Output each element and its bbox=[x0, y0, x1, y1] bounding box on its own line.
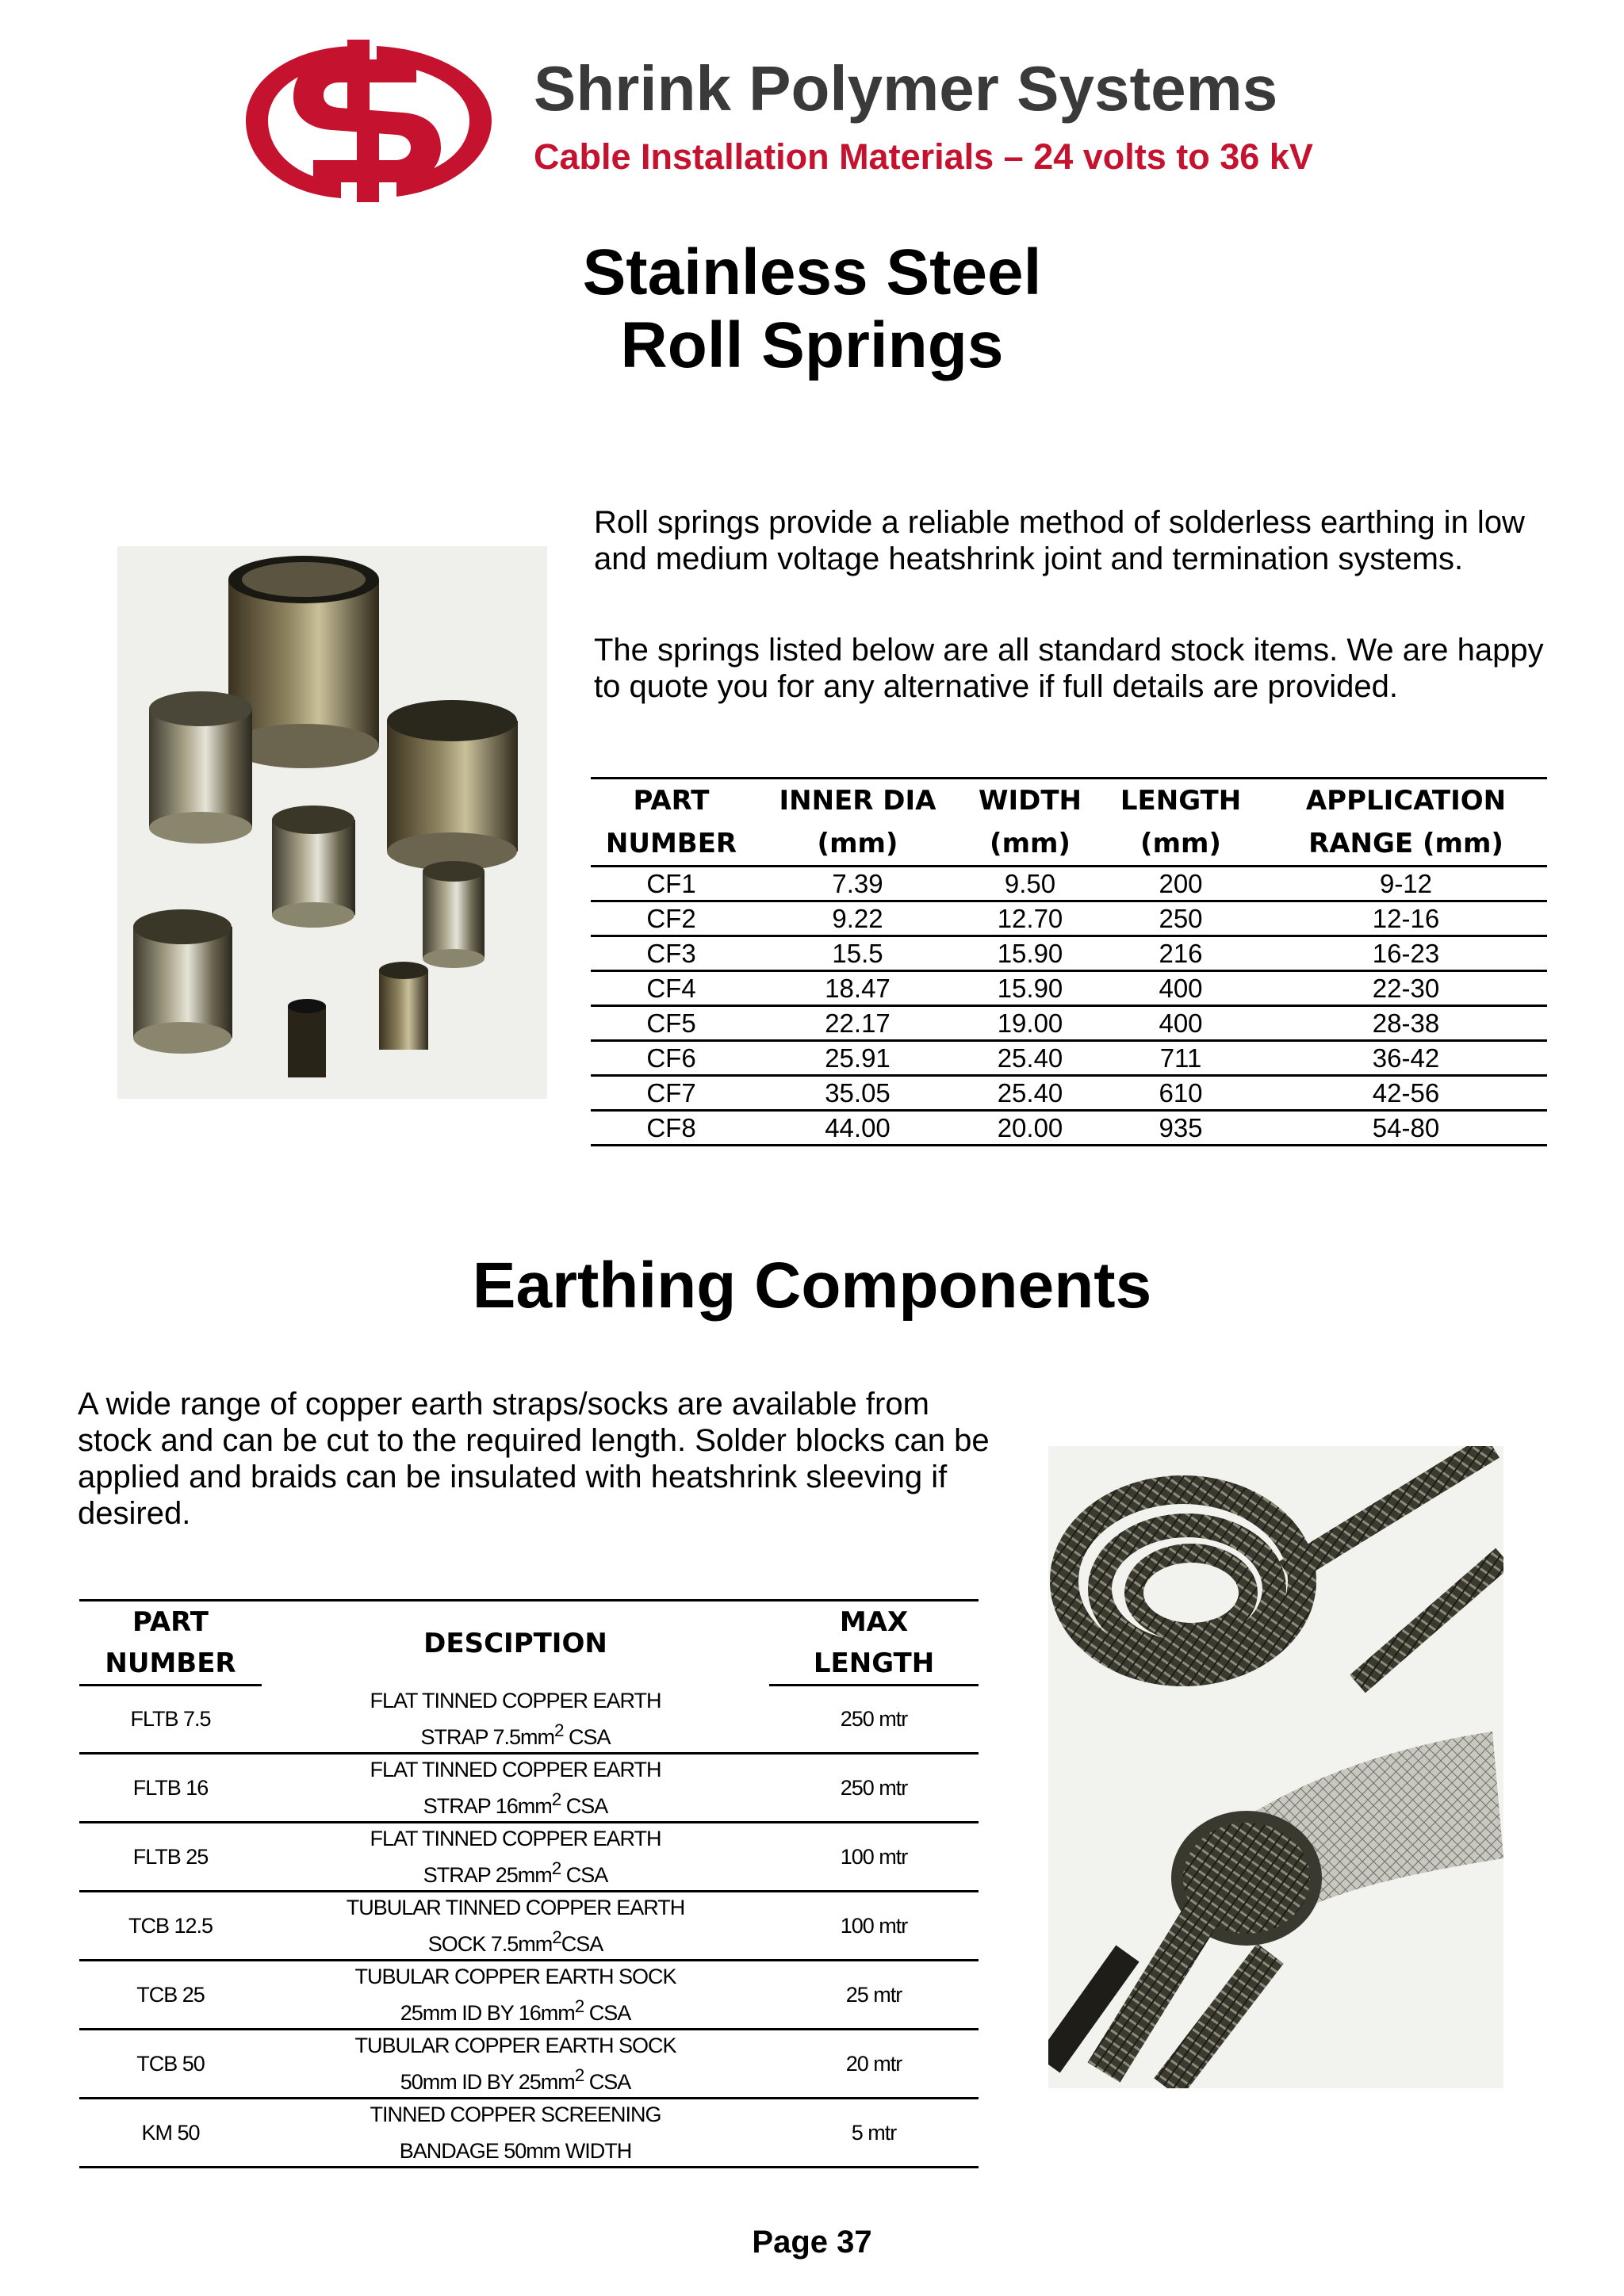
application-range: 9-12 bbox=[1265, 867, 1547, 901]
header-inner-dia: INNER DIA bbox=[752, 779, 963, 823]
superscript: 2 bbox=[554, 1720, 564, 1740]
width: 12.70 bbox=[963, 901, 1097, 936]
description-text: SOCK 7.5mm bbox=[427, 1931, 553, 1956]
inner-dia: 7.39 bbox=[752, 867, 963, 901]
part-number: TCB 50 bbox=[79, 2029, 262, 2098]
application-range: 42-56 bbox=[1265, 1076, 1547, 1111]
description-line2 bbox=[262, 2061, 769, 2097]
description-line2 bbox=[262, 1785, 769, 1821]
description-suffix: CSA bbox=[561, 1862, 608, 1887]
description-line2 bbox=[262, 1992, 769, 2028]
description-line2 bbox=[262, 2130, 769, 2166]
description-suffix: CSA bbox=[584, 2069, 631, 2094]
table-header-row bbox=[79, 1601, 979, 1644]
length: 200 bbox=[1097, 867, 1265, 901]
width: 25.40 bbox=[963, 1076, 1097, 1111]
part-number: CF6 bbox=[591, 1041, 752, 1076]
part-number: FLTB 16 bbox=[79, 1753, 262, 1822]
header-inner-dia-unit: (mm) bbox=[752, 822, 963, 867]
application-range: 12-16 bbox=[1265, 901, 1547, 936]
description-text: 50mm ID BY 25mm bbox=[400, 2069, 575, 2094]
superscript: 2 bbox=[552, 1927, 561, 1947]
length: 711 bbox=[1097, 1041, 1265, 1076]
roll-springs-title-line1: Stainless Steel bbox=[582, 236, 1042, 308]
description-line1: TUBULAR COPPER EARTH SOCK bbox=[354, 1964, 676, 1988]
description-line1: FLAT TINNED COPPER EARTH bbox=[370, 1688, 661, 1712]
width: 9.50 bbox=[963, 867, 1097, 901]
max-length: 100 mtr bbox=[769, 1822, 979, 1891]
description-text: BANDAGE 50mm WIDTH bbox=[399, 2138, 632, 2163]
max-length: 20 mtr bbox=[769, 2029, 979, 2098]
part-number: CF7 bbox=[591, 1076, 752, 1111]
length: 216 bbox=[1097, 936, 1265, 971]
inner-dia: 25.91 bbox=[752, 1041, 963, 1076]
inner-dia: 18.47 bbox=[752, 971, 963, 1006]
roll-springs-image bbox=[117, 546, 547, 1099]
description-suffix: CSA bbox=[561, 1931, 603, 1956]
table-row bbox=[79, 1891, 979, 1960]
description-line1: FLAT TINNED COPPER EARTH bbox=[370, 1826, 661, 1850]
part-number: CF4 bbox=[591, 971, 752, 1006]
application-range: 22-30 bbox=[1265, 971, 1547, 1006]
part-number: CF5 bbox=[591, 1006, 752, 1041]
description-line1: TINNED COPPER SCREENING bbox=[370, 2102, 661, 2126]
header-part-unit: NUMBER bbox=[591, 822, 752, 867]
description-line1: FLAT TINNED COPPER EARTH bbox=[370, 1757, 661, 1781]
part-number: CF1 bbox=[591, 867, 752, 901]
max-length: 250 mtr bbox=[769, 1753, 979, 1822]
company-logo-icon bbox=[238, 32, 500, 210]
header-width: WIDTH bbox=[963, 779, 1097, 823]
earthing-components-title: Earthing Components bbox=[472, 1249, 1152, 1322]
description-line2 bbox=[262, 1854, 769, 1890]
description bbox=[262, 1753, 769, 1822]
table-row bbox=[591, 1041, 1547, 1076]
company-name: Shrink Polymer Systems bbox=[534, 53, 1278, 124]
max-length: 100 mtr bbox=[769, 1891, 979, 1960]
application-range: 36-42 bbox=[1265, 1041, 1547, 1076]
header-part-line2: NUMBER bbox=[79, 1643, 262, 1686]
description-line1: TUBULAR COPPER EARTH SOCK bbox=[354, 2033, 676, 2057]
earthing-intro: A wide range of copper earth straps/socks are available from stock and can be cut to the required length. Solder blocks can be applied and braids can be insulated with heatshrink sleeving if desired. bbox=[78, 1387, 990, 1531]
description bbox=[262, 1686, 769, 1754]
description bbox=[262, 1891, 769, 1960]
header-description: DESCIPTION bbox=[262, 1601, 769, 1686]
description-suffix: CSA bbox=[561, 1793, 608, 1818]
part-number: CF2 bbox=[591, 901, 752, 936]
superscript: 2 bbox=[574, 1996, 584, 2016]
table-row bbox=[79, 1960, 979, 2029]
earth-braids-image bbox=[1048, 1446, 1503, 2088]
superscript: 2 bbox=[551, 1858, 561, 1878]
table-row bbox=[591, 936, 1547, 971]
max-length: 5 mtr bbox=[769, 2098, 979, 2167]
max-length: 250 mtr bbox=[769, 1686, 979, 1754]
part-number: CF3 bbox=[591, 936, 752, 971]
roll-springs-title bbox=[0, 236, 1624, 382]
table-row bbox=[591, 1006, 1547, 1041]
description-line2 bbox=[262, 1923, 769, 1959]
description-text: STRAP 7.5mm bbox=[420, 1724, 554, 1749]
roll-springs-table bbox=[591, 777, 1547, 1146]
inner-dia: 44.00 bbox=[752, 1111, 963, 1146]
table-row bbox=[591, 1111, 1547, 1146]
table-row bbox=[79, 1822, 979, 1891]
roll-springs-photo bbox=[117, 546, 547, 1099]
inner-dia: 9.22 bbox=[752, 901, 963, 936]
table-header-row bbox=[591, 779, 1547, 823]
part-number: KM 50 bbox=[79, 2098, 262, 2167]
width: 15.90 bbox=[963, 971, 1097, 1006]
description-text: STRAP 16mm bbox=[423, 1793, 552, 1818]
header-part: PART bbox=[79, 1601, 262, 1644]
width: 25.40 bbox=[963, 1041, 1097, 1076]
length: 400 bbox=[1097, 1006, 1265, 1041]
application-range: 54-80 bbox=[1265, 1111, 1547, 1146]
header-max-line2: LENGTH bbox=[769, 1643, 979, 1686]
part-number: FLTB 7.5 bbox=[79, 1686, 262, 1754]
width: 19.00 bbox=[963, 1006, 1097, 1041]
table-row bbox=[591, 971, 1547, 1006]
table-row bbox=[79, 2029, 979, 2098]
roll-springs-title-line2: Roll Springs bbox=[620, 309, 1004, 381]
superscript: 2 bbox=[574, 2064, 584, 2085]
description-line2 bbox=[262, 1716, 769, 1752]
description-text: 25mm ID BY 16mm bbox=[400, 2000, 575, 2025]
description bbox=[262, 1822, 769, 1891]
description bbox=[262, 1960, 769, 2029]
earthing-table bbox=[79, 1599, 979, 2168]
inner-dia: 22.17 bbox=[752, 1006, 963, 1041]
part-number: TCB 12.5 bbox=[79, 1891, 262, 1960]
description-suffix: CSA bbox=[584, 2000, 631, 2025]
table-row bbox=[79, 1686, 979, 1754]
table-row bbox=[591, 1076, 1547, 1111]
roll-springs-intro: Roll springs provide a reliable method of solderless earthing in low and medium voltage heatshrink joint and termination systems. bbox=[594, 505, 1525, 576]
length: 250 bbox=[1097, 901, 1265, 936]
header-length-unit: (mm) bbox=[1097, 822, 1265, 867]
header-width-unit: (mm) bbox=[963, 822, 1097, 867]
description-suffix: CSA bbox=[563, 1724, 611, 1749]
application-range: 16-23 bbox=[1265, 936, 1547, 971]
header-application: APPLICATION bbox=[1265, 779, 1547, 823]
table-row bbox=[591, 901, 1547, 936]
header-max: MAX bbox=[769, 1601, 979, 1644]
table-row bbox=[79, 1753, 979, 1822]
table-row bbox=[591, 867, 1547, 901]
length: 935 bbox=[1097, 1111, 1265, 1146]
width: 20.00 bbox=[963, 1111, 1097, 1146]
table-header-row bbox=[591, 822, 1547, 867]
part-number: FLTB 25 bbox=[79, 1822, 262, 1891]
width: 15.90 bbox=[963, 936, 1097, 971]
part-number: CF8 bbox=[591, 1111, 752, 1146]
description-text: STRAP 25mm bbox=[423, 1862, 552, 1887]
description bbox=[262, 2098, 769, 2167]
company-tagline: Cable Installation Materials – 24 volts to 36 kV bbox=[534, 136, 1313, 177]
table-row bbox=[79, 2098, 979, 2167]
length: 400 bbox=[1097, 971, 1265, 1006]
roll-springs-stock-note: The springs listed below are all standard stock items. We are happy to quote you for any alternative if full details are provided. bbox=[594, 633, 1544, 704]
application-range: 28-38 bbox=[1265, 1006, 1547, 1041]
page-number: Page 37 bbox=[752, 2225, 872, 2260]
part-number: TCB 25 bbox=[79, 1960, 262, 2029]
description bbox=[262, 2029, 769, 2098]
earth-braids-photo bbox=[1048, 1446, 1503, 2088]
description-line1: TUBULAR TINNED COPPER EARTH bbox=[346, 1895, 685, 1919]
header-application-unit: RANGE (mm) bbox=[1265, 822, 1547, 867]
max-length: 25 mtr bbox=[769, 1960, 979, 2029]
header-part: PART bbox=[591, 779, 752, 823]
inner-dia: 35.05 bbox=[752, 1076, 963, 1111]
superscript: 2 bbox=[551, 1789, 561, 1809]
header-length: LENGTH bbox=[1097, 779, 1265, 823]
length: 610 bbox=[1097, 1076, 1265, 1111]
inner-dia: 15.5 bbox=[752, 936, 963, 971]
